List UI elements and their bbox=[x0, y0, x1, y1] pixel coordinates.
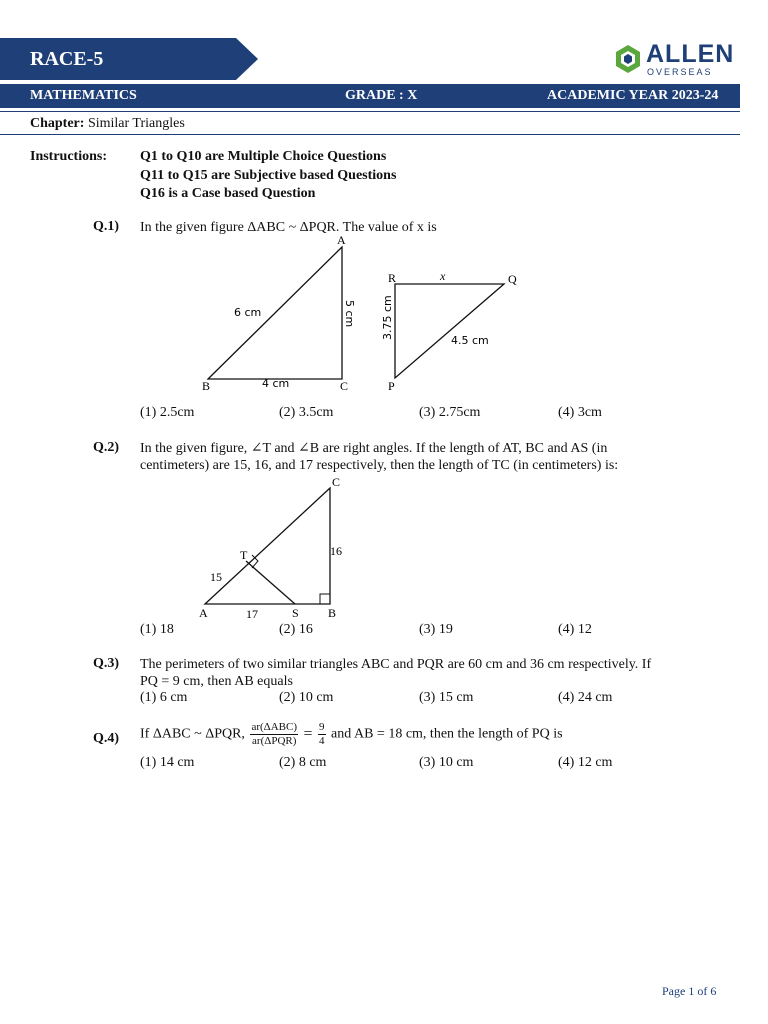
vertex-a: A bbox=[337, 233, 346, 247]
instruction-line: Q1 to Q10 are Multiple Choice Questions bbox=[140, 149, 387, 164]
q2-triangle-figure bbox=[190, 474, 360, 622]
vertex-p: P bbox=[388, 379, 395, 393]
option: (1) 6 cm bbox=[140, 690, 188, 705]
race-title: RACE-5 bbox=[30, 48, 104, 70]
question-text: In the given figure, ∠T and ∠B are right angles. If the length of AT, BC and AS (in bbox=[140, 441, 608, 456]
area-ratio-fraction bbox=[250, 721, 298, 748]
instructions-label: Instructions: bbox=[30, 149, 108, 164]
question-number: Q.4) bbox=[93, 731, 120, 746]
option: (4) 12 cm bbox=[558, 755, 613, 770]
vertex-a: A bbox=[199, 606, 208, 620]
question-number: Q.2) bbox=[93, 440, 120, 455]
side-ac-label: 5 cm bbox=[343, 300, 356, 328]
question-text: PQ = 9 cm, then AB equals bbox=[140, 674, 293, 689]
chapter-label: Chapter: bbox=[30, 116, 85, 131]
triangle-pqr bbox=[395, 284, 504, 378]
option: (3) 10 cm bbox=[419, 755, 474, 770]
vertex-c: C bbox=[340, 379, 349, 393]
right-angle-b bbox=[320, 594, 330, 604]
logo-wordmark: ALLEN bbox=[646, 40, 735, 68]
question-text: The perimeters of two similar triangles ABC and PQR are 60 cm and 36 cm respectively. If bbox=[140, 657, 652, 672]
question-text: In the given figure ΔABC ~ ΔPQR. The value of x is bbox=[140, 220, 437, 235]
chapter-line bbox=[30, 116, 185, 132]
option: (4) 12 bbox=[558, 622, 592, 637]
side-rq-label: x bbox=[440, 269, 446, 283]
instruction-line: Q11 to Q15 are Subjective based Questions bbox=[140, 168, 397, 183]
vertex-c: C bbox=[332, 475, 341, 489]
option: (4) 3cm bbox=[558, 405, 602, 420]
option: (1) 2.5cm bbox=[140, 405, 195, 420]
option: (3) 19 bbox=[419, 622, 453, 637]
option: (4) 24 cm bbox=[558, 690, 613, 705]
allen-logo-icon bbox=[614, 44, 642, 74]
fraction-numerator: ar(ΔABC) bbox=[251, 721, 298, 733]
q4-text-post: and AB = 18 cm, then the length of PQ is bbox=[331, 726, 563, 742]
option: (1) 18 bbox=[140, 622, 174, 637]
side-as-label: 17 bbox=[246, 607, 258, 621]
value-fraction bbox=[318, 721, 326, 748]
page-number: Page 1 of 6 bbox=[662, 984, 717, 998]
instruction-line: Q16 is a Case based Question bbox=[140, 186, 316, 201]
side-pq-label: 4.5 cm bbox=[451, 334, 489, 347]
side-at-label: 15 bbox=[210, 570, 222, 584]
logo-subtitle: OVERSEAS bbox=[647, 67, 713, 77]
option: (3) 15 cm bbox=[419, 690, 474, 705]
option: (2) 10 cm bbox=[279, 690, 334, 705]
option: (3) 2.75cm bbox=[419, 405, 481, 420]
side-bc-label: 4 cm bbox=[262, 377, 290, 390]
question-number: Q.1) bbox=[93, 219, 120, 234]
question-text: centimeters) are 15, 16, and 17 respectively, then the length of TC (in centimeters) is: bbox=[140, 458, 619, 473]
q1-triangle-figure bbox=[196, 232, 536, 396]
equals-sign: = bbox=[303, 725, 313, 743]
academic-year-label: ACADEMIC YEAR 2023-24 bbox=[547, 88, 719, 103]
option: (2) 16 bbox=[279, 622, 313, 637]
vertex-b: B bbox=[202, 379, 211, 393]
segment-ts bbox=[246, 561, 295, 604]
side-ab-label: 6 cm bbox=[234, 306, 262, 319]
vertex-r: R bbox=[388, 271, 397, 285]
option: (2) 3.5cm bbox=[279, 405, 334, 420]
grade-label: GRADE : X bbox=[345, 88, 418, 103]
subject-label: MATHEMATICS bbox=[30, 88, 137, 103]
triangle-abc bbox=[205, 488, 330, 604]
q4-text-pre: If ΔABC ~ ΔPQR, bbox=[140, 726, 245, 742]
option: (2) 8 cm bbox=[279, 755, 327, 770]
chapter-value: Similar Triangles bbox=[87, 116, 185, 131]
vertex-s: S bbox=[292, 606, 299, 620]
side-pr-label: 3.75 cm bbox=[381, 295, 394, 340]
side-bc-label: 16 bbox=[330, 544, 342, 558]
vertex-b: B bbox=[328, 606, 337, 620]
vertex-q: Q bbox=[508, 272, 517, 286]
triangle-abc bbox=[208, 247, 342, 379]
fraction-numerator: 9 bbox=[319, 721, 325, 733]
fraction-denominator: 4 bbox=[319, 735, 325, 747]
option: (1) 14 cm bbox=[140, 755, 195, 770]
vertex-t: T bbox=[240, 548, 248, 562]
question-text bbox=[140, 721, 563, 748]
question-number: Q.3) bbox=[93, 656, 120, 671]
fraction-denominator: ar(ΔPQR) bbox=[252, 735, 297, 747]
